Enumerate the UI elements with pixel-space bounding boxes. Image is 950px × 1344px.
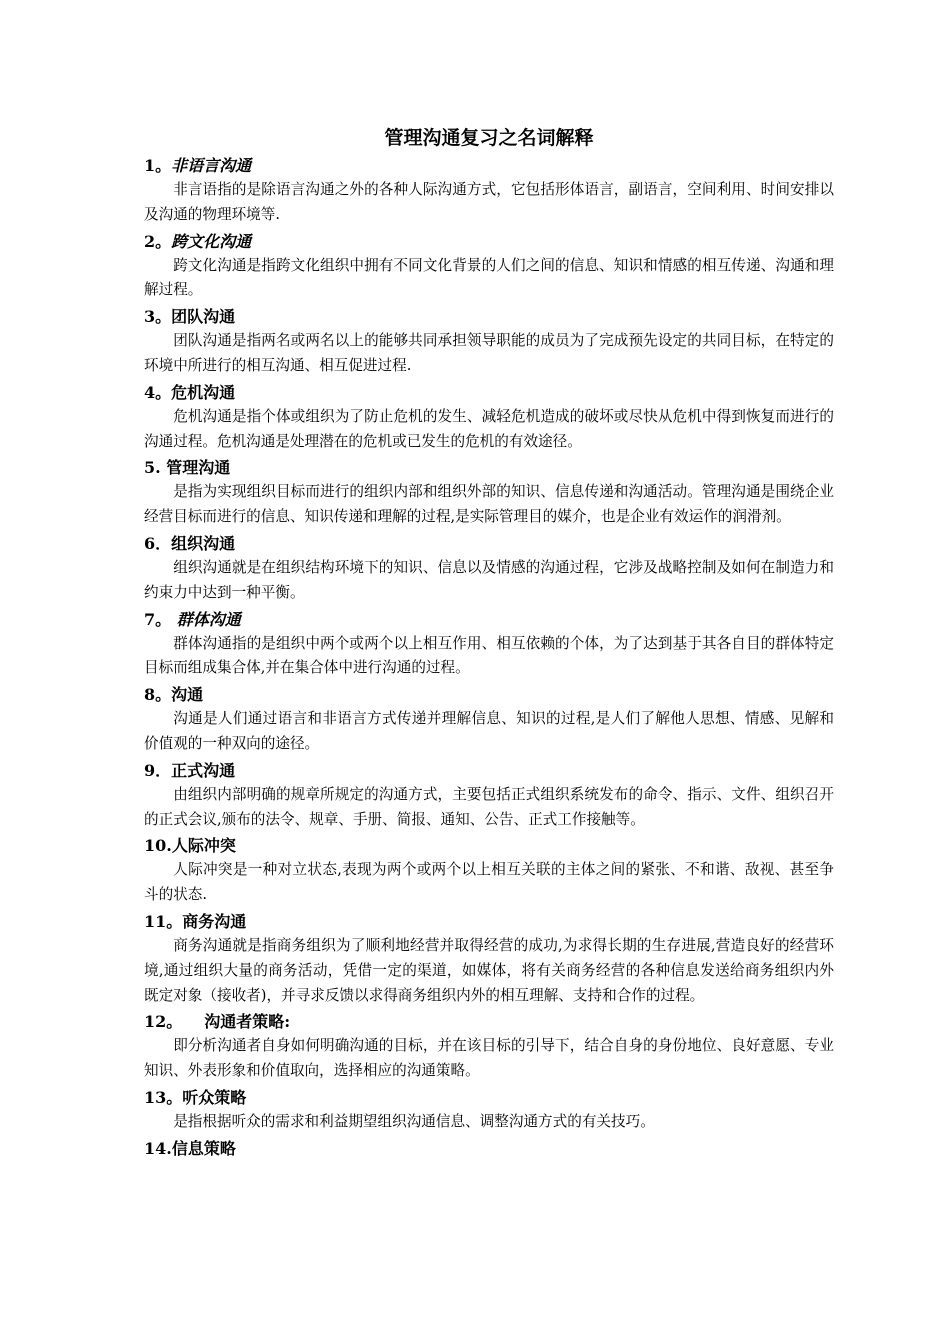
term-number: 2。	[144, 231, 172, 251]
term-number: 1。	[144, 156, 172, 175]
term-definition: 群体沟通指的是组织中两个或两个以上相互作用、相互依赖的个体，为了达到基于其各自目的群体特定目标而组成集合体,并在集合体中进行沟通的过程。	[144, 634, 834, 677]
term-name: 商务沟通	[182, 911, 247, 931]
term-heading	[144, 910, 834, 934]
term-number: 4。	[144, 382, 172, 402]
term-name: 非语言沟通	[171, 156, 252, 175]
term-item	[144, 230, 834, 304]
term-item	[144, 1137, 834, 1161]
term-number: 5.	[144, 458, 167, 478]
term-number: 8。	[144, 685, 172, 705]
term-name: 团队沟通	[171, 307, 236, 327]
term-item	[144, 683, 834, 757]
term-heading	[144, 1086, 834, 1110]
term-number: 14.	[144, 1138, 172, 1158]
term-definition: 非言语指的是除语言沟通之外的各种人际沟通方式，它包括形体语言，副语言，空间利用、时间安排以及沟通的物理环境等.	[144, 181, 834, 223]
term-item	[144, 910, 834, 1008]
term-item	[144, 532, 834, 606]
term-item	[144, 381, 834, 455]
term-item	[144, 1086, 834, 1135]
document-title: 管理沟通复习之名词解释	[384, 127, 594, 149]
term-number: 10.	[144, 836, 172, 856]
term-item	[144, 759, 834, 833]
term-number: 13。	[144, 1087, 183, 1107]
term-number: 12。	[144, 1012, 183, 1032]
term-heading	[144, 230, 834, 254]
term-definition: 沟通是人们通过语言和非语言方式传递并理解信息、知识的过程,是人们了解他人思想、情感、见解和价值观的一种双向的途径。	[144, 710, 834, 752]
term-name: 组织沟通	[171, 533, 236, 553]
term-name: 群体沟通	[176, 609, 241, 629]
term-item	[144, 305, 834, 379]
term-definition: 人际冲突是一种对立状态,表现为两个或两个以上相互关联的主体之间的紧张、不和谐、敌视、甚至争斗的状态.	[144, 861, 834, 904]
term-heading	[144, 608, 834, 632]
term-number: 6．	[144, 533, 172, 553]
term-name: 危机沟通	[171, 382, 236, 402]
term-heading	[144, 1010, 834, 1034]
term-definition: 团队沟通是指两名或两名以上的能够共同承担领导职能的成员为了完成预先设定的共同目标，在特定的环境中所进行的相互沟通、相互促进过程.	[144, 332, 834, 374]
term-definition: 跨文化沟通是指跨文化组织中拥有不同文化背景的人们之间的信息、知识和情感的相互传递、沟通和理解过程。	[144, 256, 834, 299]
document-content	[144, 124, 834, 1161]
term-heading	[144, 305, 834, 329]
term-heading	[144, 1137, 834, 1161]
term-heading	[144, 456, 834, 480]
term-list	[144, 154, 834, 1161]
term-heading	[144, 834, 834, 858]
term-definition: 商务沟通就是指商务组织为了顺利地经营并取得经营的成功,为求得长期的生存进展,营造良好的经营环境,通过组织大量的商务活动，凭借一定的渠道，如媒体，将有关商务经营的各种信息发送给商务组织内外既定对象（接收者)，并寻求反馈以求得商务组织内外的相互理解、支持和合作的过程。	[144, 936, 834, 1004]
term-heading	[144, 532, 834, 556]
term-number: 7。	[144, 609, 177, 629]
term-name: 跨文化沟通	[171, 231, 252, 251]
term-number: 11。	[144, 911, 183, 931]
term-name: 沟通者策略:	[204, 1012, 291, 1032]
term-heading	[144, 154, 834, 178]
term-name: 沟通	[171, 685, 204, 705]
term-definition: 即分析沟通者自身如何明确沟通的目标，并在该目标的引导下，结合自身的身份地位、良好意愿、专业知识、外表形象和价值取向，选择相应的沟通策略。	[144, 1037, 834, 1080]
term-definition: 危机沟通是指个体或组织为了防止危机的发生、减轻危机造成的破坏或尽快从危机中得到恢复而进行的沟通过程。危机沟通是处理潜在的危机或已发生的危机的有效途径。	[144, 407, 834, 450]
term-heading	[144, 759, 834, 783]
term-name: 听众策略	[182, 1087, 247, 1107]
term-item	[144, 1010, 834, 1084]
term-number: 9．	[144, 760, 172, 780]
term-item	[144, 834, 834, 908]
term-definition: 是指为实现组织目标而进行的组织内部和组织外部的知识、信息传递和沟通活动。管理沟通是围绕企业经营目标而进行的信息、知识传递和理解的过程,是实际管理目的媒介，也是企业有效运作的润滑剂。	[144, 483, 834, 526]
term-name: 信息策略	[171, 1138, 236, 1158]
term-name: 管理沟通	[166, 458, 231, 478]
term-heading	[144, 683, 834, 707]
term-definition: 由组织内部明确的规章所规定的沟通方式，主要包括正式组织系统发布的命令、指示、文件、组织召开的正式会议,颁布的法令、规章、手册、简报、通知、公告、正式工作接触等。	[144, 785, 834, 828]
term-definition: 组织沟通就是在组织结构环境下的知识、信息以及情感的沟通过程，它涉及战略控制及如何在制造力和约束力中达到一种平衡。	[144, 558, 834, 601]
term-heading	[144, 381, 834, 405]
term-item	[144, 456, 834, 530]
term-number: 3。	[144, 307, 172, 327]
term-name: 正式沟通	[171, 760, 236, 780]
term-definition: 是指根据听众的需求和利益期望组织沟通信息、调整沟通方式的有关技巧。	[173, 1112, 655, 1130]
term-item	[144, 154, 834, 228]
term-item	[144, 608, 834, 682]
term-name: 人际冲突	[171, 836, 236, 856]
